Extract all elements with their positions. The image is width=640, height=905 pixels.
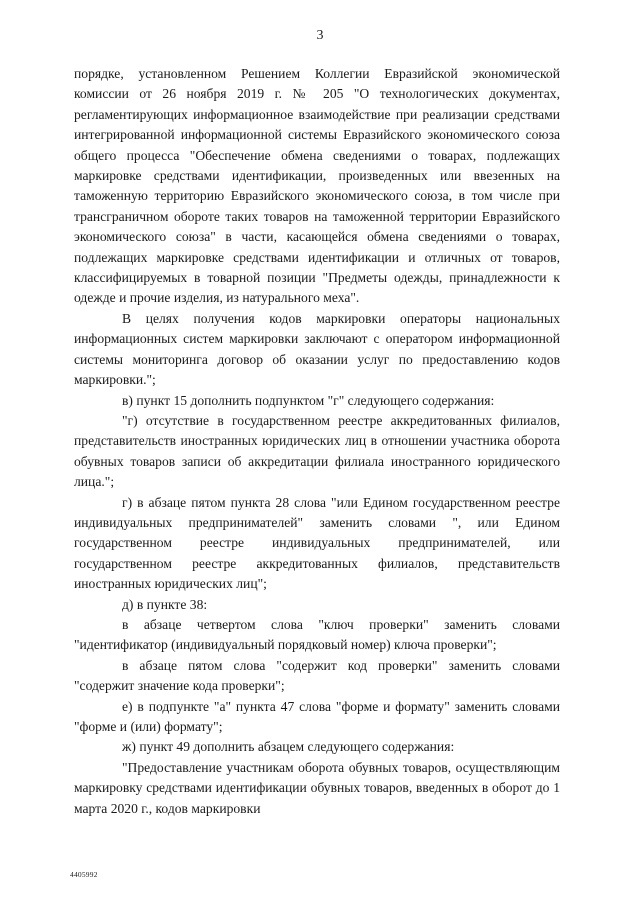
page-number: 3 xyxy=(316,28,324,43)
paragraph-continuation: порядке, установленном Решением Коллегии Евразийской экономической комиссии от 26 ноября 2019 г. № 205 "О технологических документах, регламентирующих информационное взаимодействие при реализации средствами интегрированной информационной системы Евразийского экономического союза общего процесса "Обеспечение обмена сведениями о товарах, подлежащих маркировке средствами идентификации, произведенных или ввезенных на таможенную территорию Евразийского экономического союза, в том числе при трансграничном обороте таких товаров на таможенной территории Евразийского экономического союза" в части, касающейся обмена сведениями о товарах, подлежащих маркировке средствами идентификации и отличных от товаров, классифицируемых в товарной позиции "Предметы одежды, принадлежности к одежде и прочие изделия, из натурального меха". xyxy=(74,66,560,306)
paragraph-item-g: г) в абзаце пятом пункта 28 слова "или Едином государственном реестре индивидуальных предпринимателей" заменить словами ", или Едином государственном реестре индивидуальных предпринимателей, или государственном реестре аккредитованных филиалов, представительств иностранных юридических лиц"; xyxy=(74,494,560,592)
paragraph-item-d: д) в пункте 38: xyxy=(122,596,208,612)
paragraph-abzac-4: в абзаце четвертом слова "ключ проверки" заменить словами "идентификатор (индивидуальный порядковый номер) ключа проверки"; xyxy=(74,616,560,653)
paragraph-abzac-5: в абзаце пятом слова "содержит код проверки" заменить словами "содержит значение кода проверки"; xyxy=(74,657,560,694)
paragraph-new-abzac: "Предоставление участникам оборота обувных товаров, осуществляющим маркировку средствами идентификации обувных товаров, введенных в оборот до 1 марта 2020 г., кодов маркировки xyxy=(74,759,560,816)
paragraph-item-zh: ж) пункт 49 дополнить абзацем следующего содержания: xyxy=(122,739,455,755)
document-code: 4405992 xyxy=(70,870,98,879)
document-body xyxy=(74,64,560,819)
paragraph-item-v: в) пункт 15 дополнить подпунктом "г" следующего содержания: xyxy=(122,392,495,408)
paragraph-subitem-g-text: "г) отсутствие в государственном реестре аккредитованных филиалов, представительств иностранных юридических лиц в отношении участника оборота обувных товаров записи об аккредитации филиала иностранного юридического лица."; xyxy=(74,412,560,490)
paragraph-item-e: е) в подпункте "а" пункта 47 слова "форме и формату" заменить словами "форме и (или) формату"; xyxy=(74,698,560,734)
paragraph-marking-codes-contract: В целях получения кодов маркировки операторы национальных информационных систем маркировки заключают с оператором информационной системы мониторинга договор об оказании услуг по предоставлению кодов маркировки."; xyxy=(74,310,560,388)
